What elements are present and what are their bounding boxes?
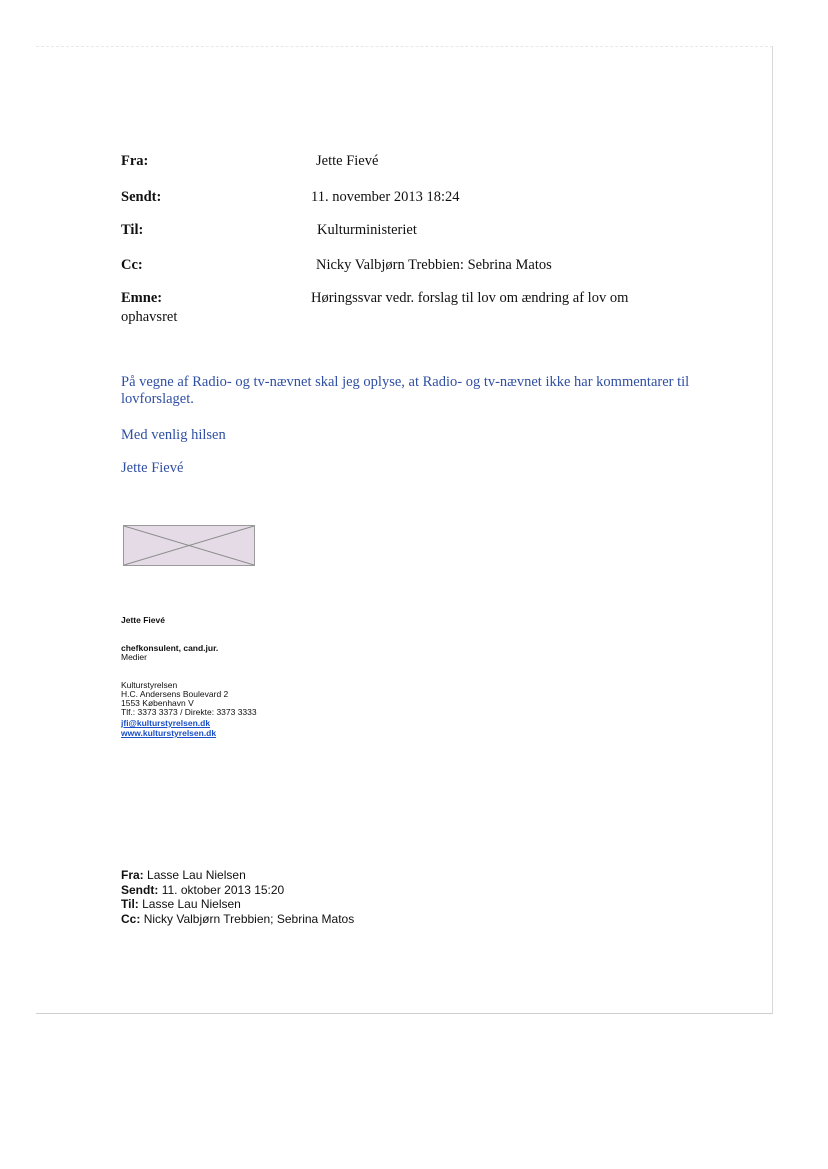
signature-email-link[interactable]: jfi@kulturstyrelsen.dk bbox=[121, 718, 211, 728]
from-value: Jette Fievé bbox=[316, 153, 379, 169]
signature-organization: Kulturstyrelsen bbox=[121, 680, 178, 690]
sent-label: Sendt: bbox=[121, 189, 162, 205]
image-missing-icon bbox=[124, 526, 254, 565]
subject-value: Høringssvar vedr. forslag til lov om ændring af lov om bbox=[311, 290, 629, 306]
forwarded-cc-row bbox=[121, 912, 354, 927]
forwarded-sent-label: Sendt: bbox=[121, 882, 159, 897]
forwarded-cc-label: Cc: bbox=[121, 911, 141, 926]
message-paragraph: På vegne af Radio- og tv-nævnet skal jeg oplyse, at Radio- og tv-nævnet ikke har kommentarer til lovforslaget. bbox=[121, 374, 690, 407]
forwarded-to-value: Lasse Lau Nielsen bbox=[142, 897, 241, 911]
forwarded-sent-row bbox=[121, 883, 354, 898]
cc-label: Cc: bbox=[121, 257, 143, 273]
forwarded-sent-value: 11. oktober 2013 15:20 bbox=[161, 882, 285, 897]
message-sender: Jette Fievé bbox=[121, 460, 184, 476]
forwarded-from-label: Fra: bbox=[121, 868, 144, 882]
forwarded-from-value: Lasse Lau Nielsen bbox=[147, 868, 246, 882]
to-label: Til: bbox=[121, 222, 144, 238]
subject-value-continued: ophavsret bbox=[121, 309, 178, 325]
signature-website-link[interactable]: www.kulturstyrelsen.dk bbox=[121, 728, 217, 738]
signature-title: chefkonsulent, cand.jur. bbox=[121, 643, 219, 653]
to-value: Kulturministeriet bbox=[317, 222, 417, 238]
subject-label: Emne: bbox=[121, 290, 163, 306]
signature-name: Jette Fievé bbox=[121, 615, 165, 625]
forwarded-header bbox=[121, 868, 354, 926]
signature-phone: Tlf.: 3373 3373 / Direkte: 3373 3333 bbox=[121, 707, 257, 717]
forwarded-from-row bbox=[121, 868, 354, 883]
message-closing: Med venlig hilsen bbox=[121, 427, 226, 443]
forwarded-to-label: Til: bbox=[121, 897, 139, 911]
signature-address-line1: H.C. Andersens Boulevard 2 bbox=[121, 689, 229, 699]
signature-address-line2: 1553 København V bbox=[121, 698, 194, 708]
from-label: Fra: bbox=[121, 153, 149, 169]
broken-image-placeholder bbox=[123, 525, 255, 566]
forwarded-cc-value: Nicky Valbjørn Trebbien; Sebrina Matos bbox=[143, 911, 355, 926]
forwarded-to-row bbox=[121, 897, 354, 912]
sent-value: 11. november 2013 18:24 bbox=[311, 189, 460, 205]
cc-value: Nicky Valbjørn Trebbien: Sebrina Matos bbox=[316, 257, 552, 273]
signature-department: Medier bbox=[121, 652, 147, 662]
